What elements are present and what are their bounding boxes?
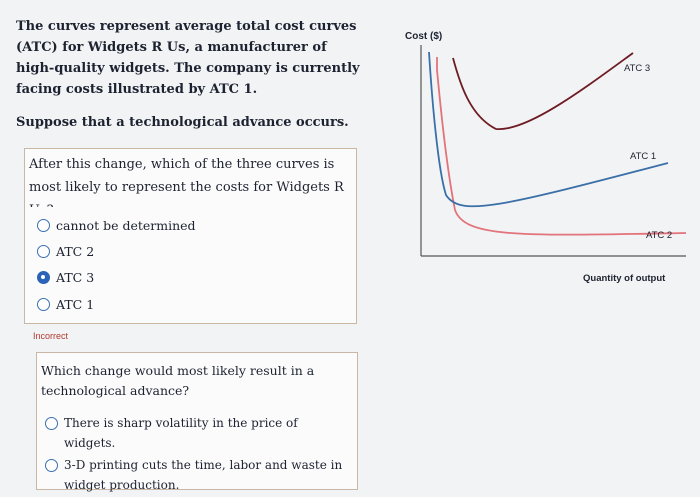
question-2-box bbox=[36, 352, 358, 490]
atc-2-curve bbox=[437, 57, 686, 235]
option-label: ATC 3 bbox=[56, 270, 95, 285]
radio-button-selected[interactable] bbox=[37, 271, 50, 284]
option-label: 3-D printing cuts the time, labor and waste in widget production. bbox=[64, 458, 343, 492]
option-3d-printing[interactable] bbox=[45, 455, 345, 495]
x-axis-label: Quantity of output bbox=[583, 273, 666, 284]
radio-button[interactable] bbox=[37, 298, 50, 311]
option-atc-1[interactable] bbox=[37, 297, 94, 312]
option-cannot-be-determined[interactable] bbox=[37, 218, 196, 233]
option-price-volatility[interactable] bbox=[45, 413, 345, 453]
atc-3-label: ATC 3 bbox=[624, 63, 651, 74]
option-atc-3-selected[interactable] bbox=[37, 270, 94, 285]
option-label: cannot be determined bbox=[56, 218, 196, 233]
intro-paragraph: The curves represent average total cost curves (ATC) for Widgets R Us, a manufacturer of high-quality widgets. The company is currently facing costs illustrated by ATC 1. bbox=[16, 19, 360, 97]
question-1-text: After this change, which of the three curves is most likely to represent the costs for Widgets R bbox=[29, 157, 344, 195]
intro-paragraph-2: Suppose that a technological advance occurs. bbox=[16, 115, 349, 130]
radio-button[interactable] bbox=[37, 219, 50, 232]
radio-button[interactable] bbox=[37, 245, 50, 258]
atc-cost-graph bbox=[400, 20, 690, 310]
option-label: ATC 2 bbox=[56, 244, 95, 259]
question-2-text: Which change would most likely result in a technological advance? bbox=[41, 363, 315, 398]
atc-1-label: ATC 1 bbox=[630, 151, 657, 162]
atc-2-label: ATC 2 bbox=[646, 230, 673, 241]
atc-1-curve bbox=[429, 52, 668, 206]
y-axis-label: Cost ($) bbox=[405, 31, 443, 42]
radio-button[interactable] bbox=[45, 417, 58, 430]
question-intro bbox=[16, 16, 361, 133]
atc-3-curve bbox=[453, 53, 633, 129]
radio-button[interactable] bbox=[45, 459, 58, 472]
feedback-incorrect: Incorrect bbox=[33, 331, 69, 341]
question-1-prompt-box bbox=[24, 148, 357, 209]
option-label: There is sharp volatility in the price of widgets. bbox=[64, 416, 298, 450]
option-label: ATC 1 bbox=[56, 297, 95, 312]
option-atc-2[interactable] bbox=[37, 244, 94, 259]
